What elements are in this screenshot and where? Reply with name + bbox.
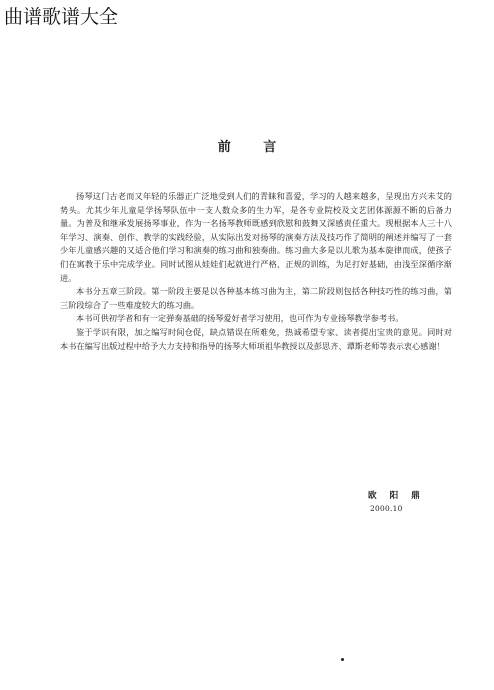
paragraph-4: 鉴于学识有限，加之编写时间仓促，缺点错误在所难免，热诚希望专家、读者提出宝贵的意见。同时对本书在编写出版过程中给予大力支持和指导的扬琴大师项祖华教授以及彭思齐、谭斯老师等表示衷心感谢！ <box>60 326 452 351</box>
author-signature: 欧 阳 鼎 <box>368 491 425 501</box>
paragraph-2: 本书分五章三阶段。第一阶段主要是以各种基本练习曲为主，第二阶段则包括各种技巧性的练习曲，第三阶段综合了一些难度较大的练习曲。 <box>60 286 452 310</box>
page-title: 前 言 <box>217 140 291 155</box>
paragraph-3: 本书可供初学者和有一定弹奏基础的扬琴爱好者学习使用，也可作为专业扬琴教学参考书。 <box>76 313 404 324</box>
signature-date: 2000.10 <box>370 504 403 513</box>
watermark-title: 曲谱歌谱大全 <box>4 6 119 28</box>
preface-body <box>60 190 452 353</box>
paragraph-1: 扬琴这门古老而又年轻的乐器正广泛地受到人们的青睐和喜爱，学习的人越来越多，呈现出方兴未艾的势头。尤其少年儿童是学扬琴队伍中一支人数众多的生力军，是各专业院校及文艺团体源源不断的后备力量。为普及和继承发展扬琴事业，作为一名扬琴教师既感到欣慰和鼓舞又深感责任重大。现根据本人三十八年学习、演奏、创作、教学的实践经验，从实际出发对扬琴的演奏方法及技巧作了简明的阐述并编写了一套少年儿童感兴趣的又适合他们学习和演奏的练习曲和独奏曲。练习曲大多是以儿歌为基本旋律而成，使孩子们在寓教于乐中完成学业。同时试图从娃娃们起就进行严格、正规的训练，为足打好基础，由浅至深循序渐进。 <box>60 191 452 283</box>
page-mark <box>341 658 344 661</box>
